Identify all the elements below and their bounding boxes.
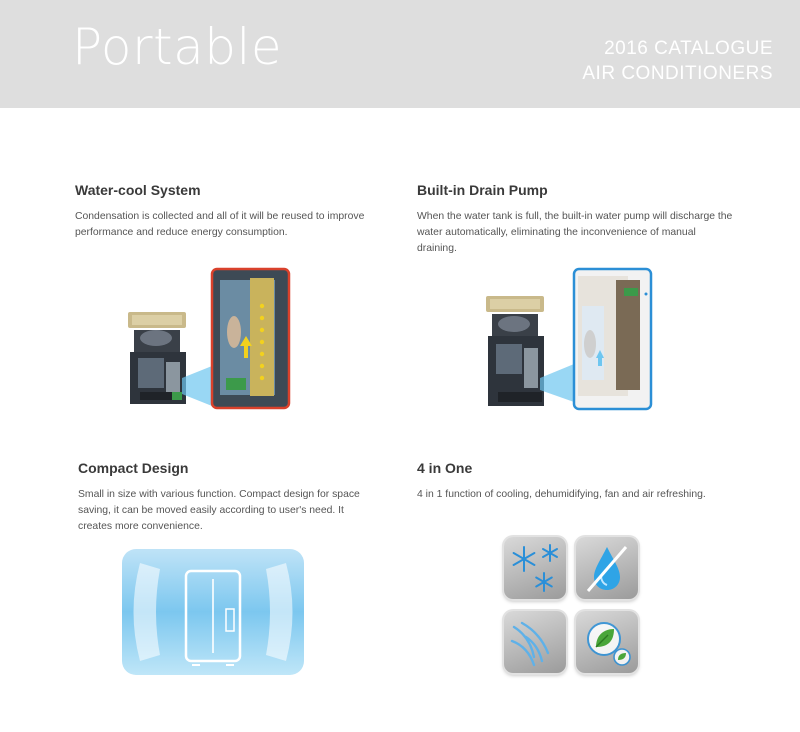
feature-title-4-in-one: 4 in One [417, 460, 473, 476]
dehumidify-tile [576, 537, 638, 599]
air-refresh-tile [576, 611, 638, 673]
drain-pump-illustration [478, 266, 658, 416]
leaf-icon [576, 611, 638, 673]
catalogue-year: 2016 CATALOGUE [604, 38, 773, 59]
catalogue-category: AIR CONDITIONERS [582, 63, 773, 84]
feature-title-drain-pump: Built-in Drain Pump [417, 182, 548, 198]
wind-icon [504, 611, 566, 673]
header-banner [0, 0, 800, 108]
feature-title-water-cool: Water-cool System [75, 182, 201, 198]
fan-tile [504, 611, 566, 673]
feature-desc-water-cool: Condensation is collected and all of it will be reused to improve performance and reduce energy consumption. [75, 211, 365, 238]
cooling-tile [504, 537, 566, 599]
feature-desc-compact: Small in size with various function. Compact design for space saving, it can be moved easily according to user's need. It creates more convenience. [78, 489, 360, 532]
water-drop-icon [576, 537, 638, 599]
catalogue-label [582, 36, 773, 86]
feature-title-compact: Compact Design [78, 460, 189, 476]
water-cool-illustration [120, 266, 295, 416]
page-title: Portable [72, 18, 283, 76]
feature-desc-4-in-one: 4 in 1 function of cooling, dehumidifying, fan and air refreshing. [417, 489, 706, 500]
snowflake-icon [504, 537, 566, 599]
compact-design-illustration [122, 549, 304, 675]
feature-desc-drain-pump: When the water tank is full, the built-in water pump will discharge the water automatically, eliminating the inconvenience of manual draining. [417, 211, 733, 254]
